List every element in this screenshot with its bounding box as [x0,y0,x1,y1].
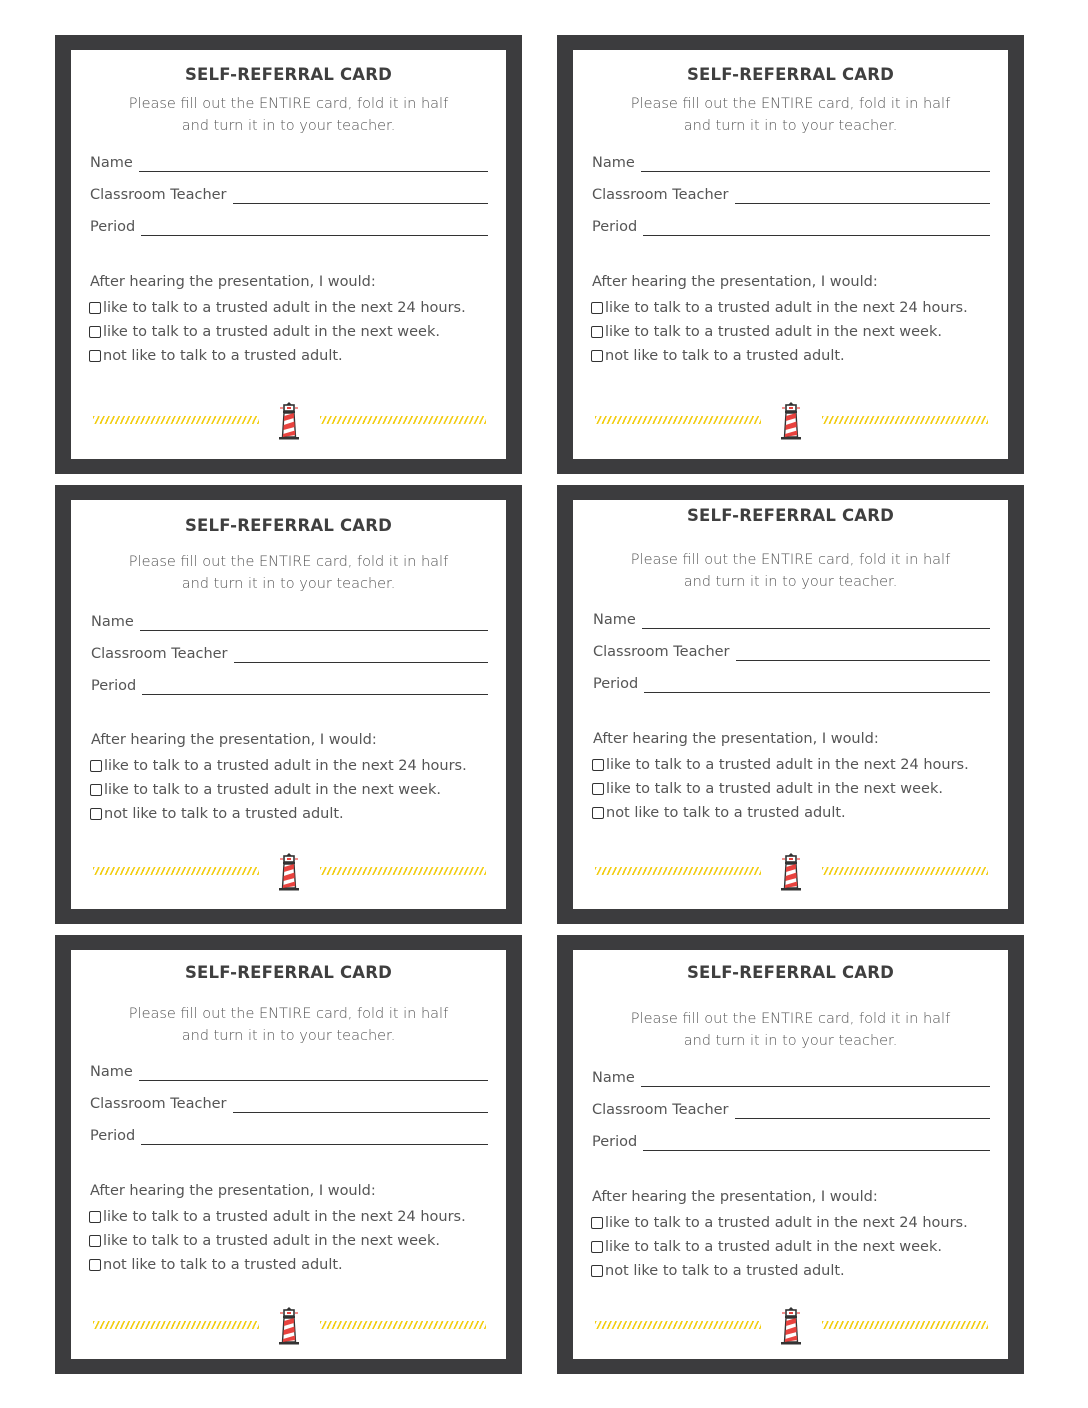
period-line[interactable] [643,1150,990,1151]
name-line[interactable] [139,1080,488,1081]
classroom-teacher-line[interactable] [736,660,990,661]
card-title: SELF-REFERRAL CARD [184,516,393,535]
option-24-hours[interactable] [591,1214,968,1232]
card-title: SELF-REFERRAL CARD [686,65,895,84]
card-body [573,950,1008,1359]
checkbox[interactable] [89,1235,101,1247]
card-instructions [573,1008,1008,1052]
prompt-label: After hearing the presentation, I would: [91,732,377,748]
card-footer [595,851,987,891]
checkbox[interactable] [89,302,101,314]
prompt-label: After hearing the presentation, I would: [90,274,376,290]
instructions-line-2: and turn it in to your teacher. [683,574,898,590]
checkbox[interactable] [591,326,603,338]
period-line[interactable] [142,694,488,695]
name-label: Name [90,155,133,171]
checkbox[interactable] [90,784,102,796]
hatch-divider-right [320,867,486,875]
classroom-teacher-label: Classroom Teacher [91,646,228,662]
referral-card-5 [55,935,522,1374]
option-not-talk[interactable] [592,804,846,822]
classroom-teacher-field[interactable] [91,641,488,663]
option-label: like to talk to a trusted adult in the next 24 hours. [606,757,969,773]
checkbox[interactable] [591,350,603,362]
option-label: like to talk to a trusted adult in the next week. [103,324,440,340]
instructions-line-1: Please fill out the ENTIRE card, fold it in half [630,96,951,112]
prompt-label: After hearing the presentation, I would: [592,1189,878,1205]
checkbox[interactable] [89,350,101,362]
option-label: like to talk to a trusted adult in the next 24 hours. [103,300,466,316]
referral-card-1 [55,35,522,474]
instructions-line-2: and turn it in to your teacher. [181,576,396,592]
classroom-teacher-line[interactable] [735,1118,990,1119]
name-label: Name [90,1064,133,1080]
option-not-talk[interactable] [90,805,344,823]
classroom-teacher-label: Classroom Teacher [592,187,729,203]
lighthouse-icon [773,1305,809,1347]
referral-card-4 [557,485,1024,924]
name-field[interactable] [592,1065,990,1087]
option-label: like to talk to a trusted adult in the next week. [605,1239,942,1255]
option-label: like to talk to a trusted adult in the next week. [103,1233,440,1249]
period-line[interactable] [644,692,990,693]
card-instructions [71,1003,506,1047]
period-label: Period [90,219,136,235]
instructions-line-2: and turn it in to your teacher. [683,1033,898,1049]
hatch-divider-right [822,416,988,424]
checkbox[interactable] [90,808,102,820]
name-field[interactable] [592,150,990,172]
period-label: Period [90,1128,136,1144]
card-title: SELF-REFERRAL CARD [184,963,393,982]
hatch-divider-right [320,416,486,424]
option-label: like to talk to a trusted adult in the next week. [104,782,441,798]
hatch-divider-left [93,1321,259,1329]
hatch-divider-right [822,867,988,875]
name-field[interactable] [90,150,488,172]
checkbox[interactable] [591,1217,603,1229]
option-next-week[interactable] [591,323,942,341]
classroom-teacher-line[interactable] [234,662,488,663]
option-next-week[interactable] [591,1238,942,1256]
option-label: like to talk to a trusted adult in the next week. [606,781,943,797]
card-footer [595,400,987,440]
card-footer [595,1305,987,1345]
name-label: Name [592,1070,635,1086]
period-field[interactable] [90,1123,488,1145]
option-24-hours[interactable] [89,1208,466,1226]
instructions-line-2: and turn it in to your teacher. [683,118,898,134]
option-label: not like to talk to a trusted adult. [605,1263,845,1279]
option-label: not like to talk to a trusted adult. [605,348,845,364]
option-next-week[interactable] [592,780,943,798]
classroom-teacher-field[interactable] [90,1091,488,1113]
card-title: SELF-REFERRAL CARD [184,65,393,84]
option-label: not like to talk to a trusted adult. [104,806,344,822]
period-line[interactable] [141,235,488,236]
card-footer [93,400,485,440]
period-label: Period [91,678,137,694]
card-title: SELF-REFERRAL CARD [686,963,895,982]
classroom-teacher-line[interactable] [735,203,990,204]
option-label: like to talk to a trusted adult in the next 24 hours. [104,758,467,774]
instructions-line-1: Please fill out the ENTIRE card, fold it in half [128,96,449,112]
referral-card-3 [55,485,522,924]
classroom-teacher-field[interactable] [592,1097,990,1119]
card-body [573,500,1008,909]
hatch-divider-left [93,416,259,424]
option-not-talk[interactable] [89,1256,343,1274]
classroom-teacher-line[interactable] [233,1112,488,1113]
period-label: Period [592,219,638,235]
card-body [71,500,506,909]
period-line[interactable] [643,235,990,236]
option-24-hours[interactable] [591,299,968,317]
option-label: like to talk to a trusted adult in the next week. [605,324,942,340]
prompt-label: After hearing the presentation, I would: [593,731,879,747]
classroom-teacher-label: Classroom Teacher [592,1102,729,1118]
classroom-teacher-label: Classroom Teacher [90,1096,227,1112]
hatch-divider-left [93,867,259,875]
prompt-label: After hearing the presentation, I would: [592,274,878,290]
name-line[interactable] [642,628,990,629]
classroom-teacher-label: Classroom Teacher [593,644,730,660]
classroom-teacher-field[interactable] [593,639,990,661]
period-field[interactable] [593,671,990,693]
prompt-label: After hearing the presentation, I would: [90,1183,376,1199]
classroom-teacher-label: Classroom Teacher [90,187,227,203]
period-field[interactable] [90,214,488,236]
instructions-line-1: Please fill out the ENTIRE card, fold it in half [630,1011,951,1027]
lighthouse-icon [773,851,809,893]
card-body [573,50,1008,459]
period-field[interactable] [592,1129,990,1151]
period-label: Period [593,676,639,692]
hatch-divider-left [595,867,761,875]
lighthouse-icon [271,1305,307,1347]
classroom-teacher-field[interactable] [592,182,990,204]
period-field[interactable] [592,214,990,236]
checkbox[interactable] [591,1241,603,1253]
option-label: not like to talk to a trusted adult. [103,1257,343,1273]
name-line[interactable] [641,171,990,172]
name-line[interactable] [140,630,488,631]
option-next-week[interactable] [90,781,441,799]
option-label: not like to talk to a trusted adult. [606,805,846,821]
option-label: like to talk to a trusted adult in the next 24 hours. [605,1215,968,1231]
card-footer [93,1305,485,1345]
option-24-hours[interactable] [592,756,969,774]
option-not-talk[interactable] [591,347,845,365]
classroom-teacher-field[interactable] [90,182,488,204]
instructions-line-1: Please fill out the ENTIRE card, fold it in half [630,552,951,568]
checkbox[interactable] [89,1211,101,1223]
card-instructions [573,549,1008,593]
card-footer [93,851,485,891]
option-next-week[interactable] [89,1232,440,1250]
name-label: Name [592,155,635,171]
name-field[interactable] [90,1059,488,1081]
name-field[interactable] [91,609,488,631]
hatch-divider-right [822,1321,988,1329]
checkbox[interactable] [591,1265,603,1277]
hatch-divider-right [320,1321,486,1329]
instructions-line-1: Please fill out the ENTIRE card, fold it in half [128,1006,449,1022]
option-label: like to talk to a trusted adult in the next 24 hours. [605,300,968,316]
option-next-week[interactable] [89,323,440,341]
card-title: SELF-REFERRAL CARD [686,506,895,525]
checkbox[interactable] [89,326,101,338]
card-instructions [71,93,506,137]
hatch-divider-left [595,416,761,424]
checkbox[interactable] [89,1259,101,1271]
card-body [71,950,506,1359]
option-label: not like to talk to a trusted adult. [103,348,343,364]
name-field[interactable] [593,607,990,629]
checkbox[interactable] [90,760,102,772]
card-instructions [573,93,1008,137]
checkbox[interactable] [592,783,604,795]
checkbox[interactable] [591,302,603,314]
option-label: like to talk to a trusted adult in the next 24 hours. [103,1209,466,1225]
lighthouse-icon [271,851,307,893]
lighthouse-icon [271,400,307,442]
name-line[interactable] [139,171,488,172]
option-24-hours[interactable] [90,757,467,775]
name-line[interactable] [641,1086,990,1087]
period-line[interactable] [141,1144,488,1145]
lighthouse-icon [773,400,809,442]
period-label: Period [592,1134,638,1150]
option-24-hours[interactable] [89,299,466,317]
name-label: Name [593,612,636,628]
referral-card-6 [557,935,1024,1374]
instructions-line-2: and turn it in to your teacher. [181,118,396,134]
option-not-talk[interactable] [89,347,343,365]
card-instructions [71,551,506,595]
period-field[interactable] [91,673,488,695]
option-not-talk[interactable] [591,1262,845,1280]
instructions-line-1: Please fill out the ENTIRE card, fold it in half [128,554,449,570]
card-body [71,50,506,459]
hatch-divider-left [595,1321,761,1329]
checkbox[interactable] [592,759,604,771]
referral-card-2 [557,35,1024,474]
instructions-line-2: and turn it in to your teacher. [181,1028,396,1044]
classroom-teacher-line[interactable] [233,203,488,204]
checkbox[interactable] [592,807,604,819]
name-label: Name [91,614,134,630]
